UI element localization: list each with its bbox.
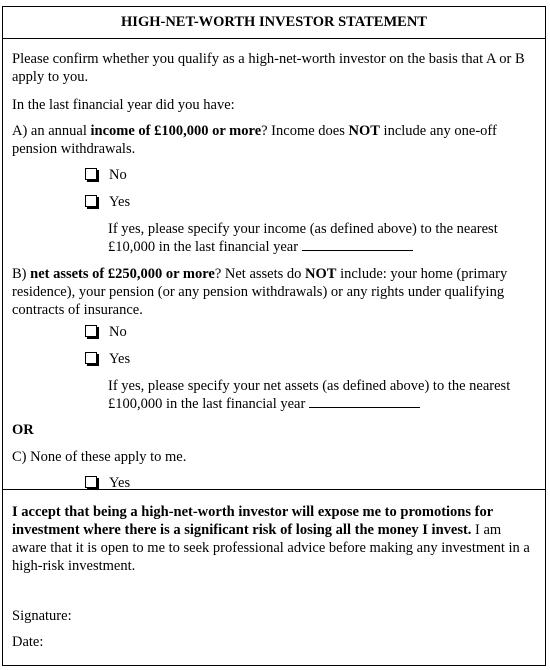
option-b-yes[interactable]: Yes	[85, 350, 130, 368]
option-c-yes[interactable]: Yes	[85, 474, 130, 492]
income-answer-line[interactable]	[302, 238, 413, 251]
or-label: OR	[12, 422, 34, 438]
checkbox[interactable]	[85, 195, 97, 207]
checkbox[interactable]	[85, 352, 97, 364]
checkbox[interactable]	[85, 168, 97, 180]
form-title: HIGH-NET-WORTH INVESTOR STATEMENT	[3, 7, 545, 39]
option-b-detail: If yes, please specify your net assets (as defined above) to the nearest £100,000 in the last financial year	[108, 378, 511, 412]
option-b-text: B) net assets of £250,000 or more? Net assets do NOT include: your home (primary residence), your pension (or any pension withdrawals) or any rights under qualifying contracts of insurance.	[12, 266, 508, 318]
signature-label: Signature:	[12, 608, 72, 624]
option-a-no[interactable]: No	[85, 166, 127, 184]
investor-statement-form	[2, 6, 546, 666]
qualification-section	[3, 39, 545, 490]
option-a-detail: If yes, please specify your income (as defined above) to the nearest £10,000 in the last financial year	[108, 221, 498, 255]
date-label: Date:	[12, 634, 44, 650]
checkbox[interactable]	[85, 325, 97, 337]
option-a-yes[interactable]: Yes	[85, 193, 130, 211]
option-b-no[interactable]: No	[85, 323, 127, 341]
net-assets-answer-line[interactable]	[309, 395, 420, 408]
question-text: In the last financial year did you have:	[12, 97, 235, 113]
checkbox[interactable]	[85, 476, 97, 488]
option-c-text: C) None of these apply to me.	[12, 449, 187, 465]
option-a-text: A) an annual income of £100,000 or more? Income does NOT include any one-off pension withdrawals.	[12, 123, 497, 157]
declaration-text: I accept that being a high-net-worth investor will expose me to promotions for investment where there is a significant risk of losing all the money I invest. I am aware that it is open to me to seek professional advice before making any investment in a high-risk investment.	[12, 504, 530, 574]
intro-text: Please confirm whether you qualify as a high-net-worth investor on the basis that A or B apply to you.	[12, 51, 525, 85]
